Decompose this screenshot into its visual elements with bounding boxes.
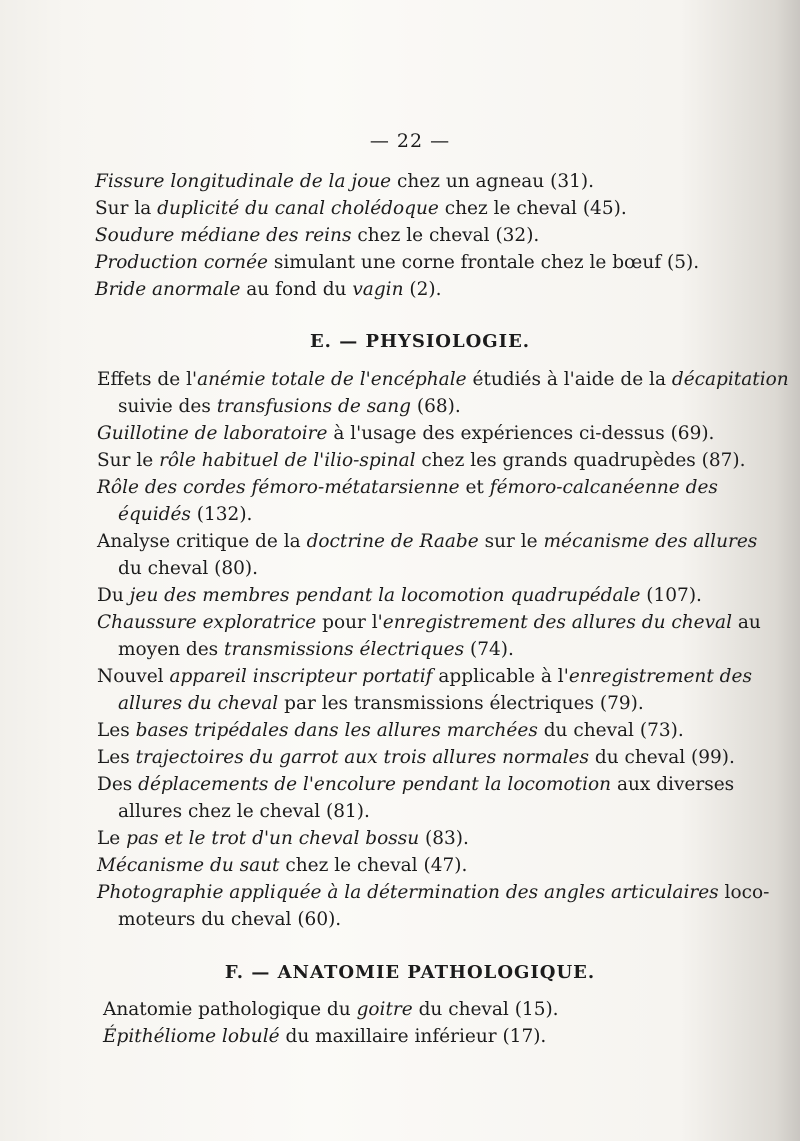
italic-term: anémie totale de l'encéphale	[197, 369, 467, 390]
italic-term: Épithéliome lobulé	[103, 1026, 280, 1047]
italic-term: rôle habituel de l'ilio-spinal	[159, 450, 416, 471]
italic-term: jeu des membres pendant la locomotion quadrupédale	[129, 585, 641, 606]
text-run: chez le cheval (45).	[438, 198, 627, 219]
text-run: au	[732, 612, 761, 633]
entry-e-10	[97, 609, 761, 636]
entry-e-17	[118, 798, 370, 825]
italic-term: Rôle des cordes fémoro-métatarsienne	[97, 477, 460, 498]
entry-d-3	[95, 222, 539, 249]
entry-d-5	[95, 276, 441, 303]
entry-e-5	[97, 474, 718, 501]
text-run: chez un agneau (31).	[391, 171, 594, 192]
entry-e-1	[97, 366, 789, 393]
text-run: Nouvel	[97, 666, 170, 687]
entry-e-20	[97, 879, 770, 906]
text-run: simulant une corne frontale chez le bœuf (5).	[268, 252, 700, 273]
entry-e-4	[97, 447, 746, 474]
text-run: (132).	[190, 504, 253, 525]
text-run: du cheval (73).	[537, 720, 684, 741]
text-run: Analyse critique de la	[97, 531, 307, 552]
italic-term: trajectoires du garrot aux trois allures normales	[135, 747, 590, 768]
text-run: Sur le	[97, 450, 160, 471]
italic-term: pas et le trot d'un cheval bossu	[126, 828, 420, 849]
entry-f-1	[103, 996, 559, 1023]
italic-term: transfusions de sang	[216, 396, 411, 417]
text-run: (74).	[464, 639, 514, 660]
text-run: Des	[97, 774, 139, 795]
text-run: chez le cheval (47).	[279, 855, 468, 876]
entry-e-11	[118, 636, 514, 663]
text-run: étudiés à l'aide de la	[466, 369, 672, 390]
entry-e-16	[97, 771, 735, 798]
italic-term: mécanisme des allures	[543, 531, 758, 552]
text-run: du maxillaire inférieur (17).	[279, 1026, 547, 1047]
entry-e-7	[97, 528, 758, 555]
italic-term: bases tripédales dans les allures marchées	[135, 720, 538, 741]
text-run: (68).	[410, 396, 461, 417]
entry-e-21	[118, 906, 341, 933]
text-run: pour l'	[316, 612, 383, 633]
text-run: du cheval (80).	[118, 558, 258, 579]
text-run: moteurs du cheval (60).	[118, 909, 342, 930]
text-run: Du	[97, 585, 130, 606]
entry-e-6	[118, 501, 252, 528]
italic-term: décapitation	[671, 369, 789, 390]
text-run: et	[459, 477, 490, 498]
italic-term: équidés	[118, 504, 191, 525]
entry-e-15	[97, 744, 735, 771]
entry-e-14	[97, 717, 684, 744]
italic-term: Mécanisme du saut	[97, 855, 280, 876]
entry-e-2	[118, 393, 461, 420]
entry-d-2	[95, 195, 627, 222]
italic-term: Bride anormale	[95, 279, 241, 300]
text-run: Effets de l'	[97, 369, 198, 390]
section-heading-physiologie: E. — PHYSIOLOGIE.	[309, 331, 531, 352]
italic-term: Guillotine de laboratoire	[97, 423, 328, 444]
text-run: allures chez le cheval (81).	[118, 801, 370, 822]
italic-term: enregistrement des	[568, 666, 752, 687]
text-run: au fond du	[240, 279, 353, 300]
entry-e-19	[97, 852, 467, 879]
text-run: Anatomie pathologique du	[103, 999, 357, 1020]
text-run: Le	[97, 828, 127, 849]
text-run: suivie des	[118, 396, 217, 417]
italic-term: vagin	[352, 279, 404, 300]
text-run: à l'usage des expériences ci-dessus (69).	[327, 423, 715, 444]
text-run: par les transmissions électriques (79).	[278, 693, 644, 714]
entry-e-8	[118, 555, 258, 582]
text-run: sur le	[478, 531, 544, 552]
entry-e-9	[97, 582, 702, 609]
entry-e-13	[118, 690, 644, 717]
italic-term: déplacements de l'encolure pendant la locomotion	[138, 774, 612, 795]
italic-term: Fissure longitudinale de la joue	[95, 171, 392, 192]
italic-term: doctrine de Raabe	[306, 531, 479, 552]
italic-term: fémoro-calcanéenne des	[489, 477, 718, 498]
text-run: chez le cheval (32).	[351, 225, 540, 246]
entry-e-12	[97, 663, 752, 690]
text-run: (83).	[419, 828, 469, 849]
italic-term: transmissions électriques	[224, 639, 465, 660]
entry-d-1	[95, 168, 594, 195]
text-run: loco-	[718, 882, 770, 903]
italic-term: duplicité du canal cholédoque	[157, 198, 439, 219]
text-run: Sur la	[95, 198, 158, 219]
text-run: (107).	[640, 585, 702, 606]
section-heading-anatomie-pathologique: F. — ANATOMIE PATHOLOGIQUE.	[224, 962, 596, 983]
entry-f-2	[103, 1023, 546, 1050]
entry-d-4	[95, 249, 699, 276]
text-run: Les	[97, 720, 136, 741]
italic-term: Photographie appliquée à la détermination des angles articulaires	[97, 882, 719, 903]
italic-term: Chaussure exploratrice	[97, 612, 317, 633]
text-run: moyen des	[118, 639, 225, 660]
italic-term: enregistrement des allures du cheval	[382, 612, 732, 633]
italic-term: appareil inscripteur portatif	[169, 666, 433, 687]
text-run: aux diverses	[611, 774, 735, 795]
entry-e-18	[97, 825, 469, 852]
italic-term: Production cornée	[95, 252, 268, 273]
italic-term: allures du cheval	[118, 693, 279, 714]
text-run: (2).	[403, 279, 442, 300]
entry-e-3	[97, 420, 714, 447]
text-run: chez les grands quadrupèdes (87).	[415, 450, 746, 471]
text-run: Les	[97, 747, 136, 768]
text-run: du cheval (15).	[412, 999, 559, 1020]
italic-term: goitre	[356, 999, 413, 1020]
text-run: du cheval (99).	[589, 747, 735, 768]
text-run: applicable à l'	[432, 666, 569, 687]
page-number: — 22 —	[369, 130, 451, 152]
italic-term: Soudure médiane des reins	[95, 225, 352, 246]
